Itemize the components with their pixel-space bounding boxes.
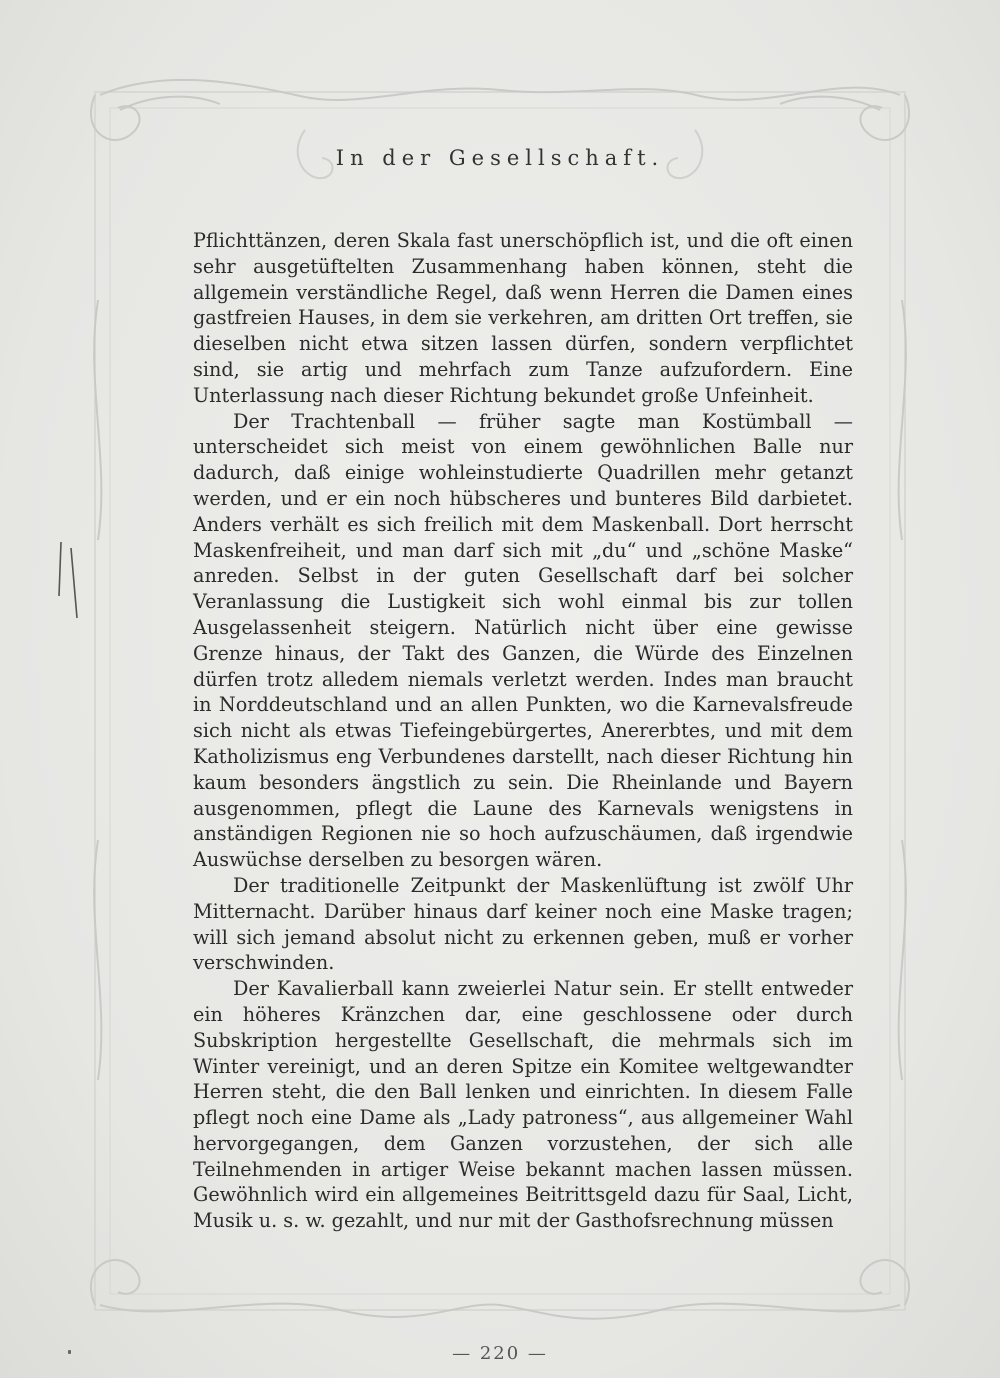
body-text xyxy=(193,228,853,1234)
paragraph: Der traditionelle Zeitpunkt der Maskenlüftung ist zwölf Uhr Mitternacht. Darüber hinaus darf keiner noch eine Maske tragen; will sich jemand absolut nicht zu erkennen geben, muß er vorher verschwinden. xyxy=(193,873,853,975)
paragraph: Pflichttänzen, deren Skala fast unerschöpflich ist, und die oft einen sehr ausgetüftelten Zusammenhang haben können, steht die allgemein verständliche Regel, daß wenn Herren die Damen eines gastfreien Hauses, in dem sie verkehren, am dritten Ort treffen, sie dieselben nicht etwa sitzen lassen dürfen, sondern verpflichtet sind, sie artig und mehrfach zum Tanze aufzufordern. Eine Unterlassung nach dieser Richtung bekundet große Unfeinheit. xyxy=(193,229,853,407)
paragraph: Der Trachtenball — früher sagte man Kostümball — unterscheidet sich meist von einem gewöhnlichen Balle nur dadurch, daß einige wohleinstudierte Quadrillen mehr getanzt werden, und er ein noch hübscheres und bunteres Bild darbietet. Anders verhält es sich freilich mit dem Maskenball. Dort herrscht Maskenfreiheit, und man darf sich mit „du“ und „schöne Maske“ anreden. Selbst in der guten Gesellschaft darf bei solcher Veranlassung die Lustigkeit sich wohl einmal bis zur tollen Ausgelassenheit steigern. Natürlich nicht über eine gewisse Grenze hinaus, der Takt des Ganzen, die Würde des Einzelnen dürfen trotz alledem niemals verletzt werden. Indes man braucht in Norddeutschland und an allen Punkten, wo die Karnevalsfreude sich nicht als etwas Tiefeingebürgertes, Anererbtes, und mit dem Katholizismus eng Verbundenes darstellt, nach dieser Richtung hin kaum besonders ängstlich zu sein. Die Rheinlande und Bayern ausgenommen, pflegt die Laune des Karnevals wenigstens in anständigen Regionen nie so hoch aufzuschäumen, daß irgendwie Auswüchse derselben zu besorgen wären. xyxy=(193,409,853,872)
page-number: — 220 — xyxy=(452,1343,548,1364)
paragraph: Der Kavalierball kann zweierlei Natur sein. Er stellt entweder ein höheres Kränzchen dar, eine geschlossene oder durch Subskription hergestellte Gesellschaft, die mehrmals sich im Winter vereinigt, und an deren Spitze ein Komitee weltgewandter Herren steht, die den Ball lenken und einrichten. In diesem Falle pflegt noch eine Dame als „Lady patroness“, aus allgemeiner Wahl hervorgegangen, dem Ganzen vorzustehen, der sich alle Teilnehmenden in artiger Weise bekannt machen lassen müssen. Gewöhnlich wird ein allgemeines Beitrittsgeld dazu für Saal, Licht, Musik u. s. w. gezahlt, und nur mit der Gasthofsrechnung müssen xyxy=(193,977,853,1233)
speck xyxy=(68,1350,71,1354)
running-header: In der Gesellschaft. xyxy=(335,146,665,170)
pencil-margin-mark xyxy=(55,540,83,620)
